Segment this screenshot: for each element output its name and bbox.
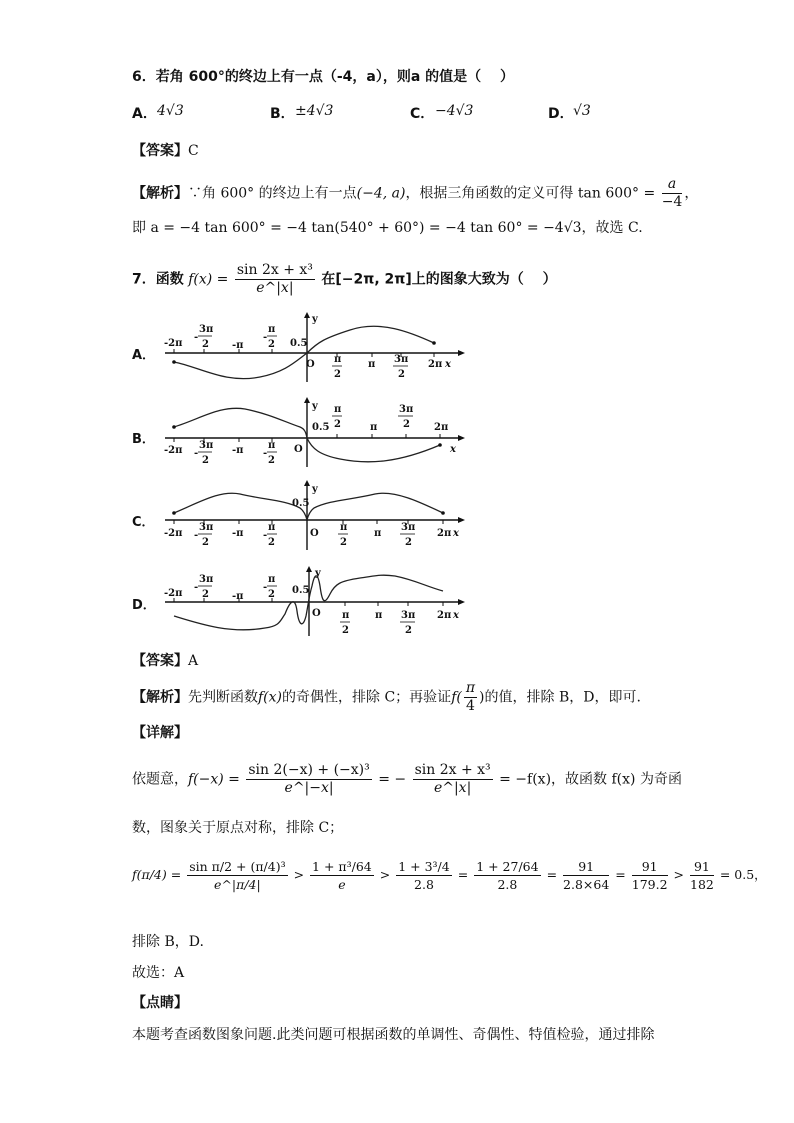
q7-detail-line3: f(π/4) = $\frac{\text{sin π/2 + (π/4)³}}{e\^{}|\pi/4|}$ > $\frac{\text{1 + π³/64}}{e}$ > $\frac{\text{1 + 3³/4}}{2.8}$ = $\frac{1 + 27/64}{2.8}$ = $\frac{91}{2.8\times 64}$ = $\frac{91}{179.2}$ > $\frac{91}{182}$ = 0.5， — [132, 859, 767, 892]
svg-text:x: x — [453, 528, 459, 539]
svg-text:π: π — [268, 440, 276, 451]
tick-negpi2-num: π — [268, 324, 276, 335]
svg-text:π: π — [375, 610, 383, 621]
svg-text:3π: 3π — [199, 574, 214, 585]
svg-text:O: O — [310, 528, 319, 539]
svg-text:-: - — [194, 582, 199, 593]
q6-analysis-line2: 即 a = −4 tan 600° = −4 tan(540° + 60°) = −4 tan 60° = −4√3，故选 C. — [132, 220, 643, 236]
q7-detail-tag: 【详解】 — [132, 725, 188, 741]
svg-text:π: π — [370, 422, 378, 433]
q6-option-b-text: ±4√3 — [295, 103, 334, 119]
q7-analysis: 【解析】先判断函数f(x)的奇偶性，排除 C；再验证f( $\frac{\pi}{4}$ )的值，排除 B，D，即可. — [132, 680, 641, 714]
svg-text:y: y — [312, 401, 318, 412]
tick-pi: π — [368, 359, 376, 370]
tick-neg2pi: -2π — [164, 338, 183, 349]
q6-option-d-label: D． — [548, 106, 574, 122]
svg-text:2: 2 — [403, 419, 410, 430]
q7-detail-line2: 数，图象关于原点对称，排除 C； — [132, 820, 344, 836]
q6-option-b-label: B． — [270, 106, 295, 122]
svg-text:-: - — [194, 448, 199, 459]
svg-text:-: - — [194, 530, 199, 541]
axis-y-label: y — [312, 314, 318, 325]
graph-d — [160, 566, 470, 638]
svg-text:2: 2 — [202, 589, 209, 600]
svg-text:O: O — [294, 444, 303, 455]
origin-label: O — [306, 359, 315, 370]
q7-detail-line1: 依题意，f(−x) = $\frac{\text{sin 2(−x) + (−x)³}}{e\^{}|-x|}$ = − $\frac{\text{sin 2x + x³}}{e\^{}|x|}$ = −f(x)，故函数 f(x) 为奇函 — [132, 762, 682, 796]
tick-pi32-num: 3π — [394, 354, 409, 365]
svg-text:2π: 2π — [434, 422, 449, 433]
svg-text:π: π — [268, 574, 276, 585]
graph-c-label: C． — [132, 515, 155, 530]
q7-comment-text: 本题考查函数图象问题.此类问题可根据函数的单调性、奇偶性、特值检验，通过排除 — [132, 1027, 655, 1043]
q7-detail-line5: 故选：A — [132, 965, 185, 981]
svg-text:π: π — [342, 610, 350, 621]
svg-text:π: π — [340, 522, 348, 533]
tick-pi2-num: π — [334, 354, 342, 365]
svg-text:-π: -π — [232, 528, 244, 539]
svg-text:3π: 3π — [399, 404, 414, 415]
svg-text:2: 2 — [268, 589, 275, 600]
tick-neg3pi2-den: 2 — [202, 339, 209, 350]
svg-text:2: 2 — [334, 419, 341, 430]
svg-text:-π: -π — [232, 591, 244, 602]
svg-text:x: x — [453, 610, 459, 621]
svg-text:3π: 3π — [199, 522, 214, 533]
q6-analysis-line1: 【解析】∵角 600° 的终边上有一点(−4, a)，根据三角函数的定义可得 tan 600° = $\frac{a}{-4}$ ， — [132, 176, 699, 210]
svg-text:π: π — [268, 522, 276, 533]
q7-stem: 7．函数 f(x) = $\frac{\text{sin 2x + x³}}{e\^{}|x|}$ 在[−2π, 2π]上的图象大致为（ ） — [132, 262, 557, 296]
svg-text:x: x — [450, 444, 456, 455]
svg-text:-2π: -2π — [164, 445, 183, 456]
svg-text:-: - — [263, 530, 268, 541]
tick-neg3pi2-num: 3π — [199, 324, 214, 335]
tick-pi2-den: 2 — [334, 369, 341, 380]
graph-d-label: D． — [132, 598, 156, 613]
q6-option-c-text: −4√3 — [435, 103, 474, 119]
q6-option-a-label: A． — [132, 106, 157, 122]
svg-text:2: 2 — [268, 537, 275, 548]
svg-text:-: - — [263, 448, 268, 459]
q6-option-c-label: C． — [410, 106, 435, 122]
q6-option-a-text: 4√3 — [157, 103, 184, 119]
graph-a-label: A． — [132, 348, 156, 363]
q6-option-d-text: √3 — [573, 103, 591, 119]
svg-text:2π: 2π — [437, 610, 452, 621]
graph-b — [160, 397, 470, 469]
svg-text:-2π: -2π — [164, 588, 183, 599]
svg-text:2: 2 — [202, 537, 209, 548]
svg-text:π: π — [374, 528, 382, 539]
svg-text:-2π: -2π — [164, 528, 183, 539]
svg-text:-π: -π — [232, 445, 244, 456]
svg-text:y: y — [312, 484, 318, 495]
q7-answer: 【答案】A — [132, 653, 199, 669]
graph-b-label: B． — [132, 432, 155, 447]
tick-pi32-den: 2 — [398, 369, 405, 380]
svg-text:2: 2 — [342, 625, 349, 636]
q6-answer: 【答案】C — [132, 143, 199, 159]
svg-text:3π: 3π — [199, 440, 214, 451]
svg-text:3π: 3π — [401, 610, 416, 621]
svg-text:2: 2 — [202, 455, 209, 466]
graph-c — [160, 480, 470, 552]
tick-negpi: -π — [232, 340, 244, 351]
q7-comment-tag: 【点睛】 — [132, 995, 188, 1011]
svg-text:2: 2 — [340, 537, 347, 548]
svg-text:2π: 2π — [437, 528, 452, 539]
svg-text:3π: 3π — [401, 522, 416, 533]
svg-text:0.5: 0.5 — [292, 585, 310, 596]
svg-text:0.5: 0.5 — [292, 498, 310, 509]
svg-text:-: - — [263, 582, 268, 593]
tick-neg3pi2-minus: - — [194, 332, 199, 343]
svg-text:O: O — [312, 608, 321, 619]
tick-2pi: 2π — [428, 359, 443, 370]
tick-negpi2-minus: - — [263, 332, 268, 343]
svg-text:2: 2 — [268, 455, 275, 466]
svg-text:π: π — [334, 404, 342, 415]
svg-text:y: y — [315, 568, 321, 579]
axis-x-label: x — [445, 359, 451, 370]
tick-half: 0.5 — [290, 338, 308, 349]
q6-stem: 6．若角 600°的终边上有一点（-4，a），则a 的值是（ ） — [132, 69, 515, 85]
svg-text:0.5: 0.5 — [312, 422, 330, 433]
svg-text:2: 2 — [405, 537, 412, 548]
graph-a — [160, 312, 470, 384]
tick-negpi2-den: 2 — [268, 339, 275, 350]
svg-text:2: 2 — [405, 625, 412, 636]
q7-detail-line4: 排除 B，D. — [132, 934, 204, 950]
